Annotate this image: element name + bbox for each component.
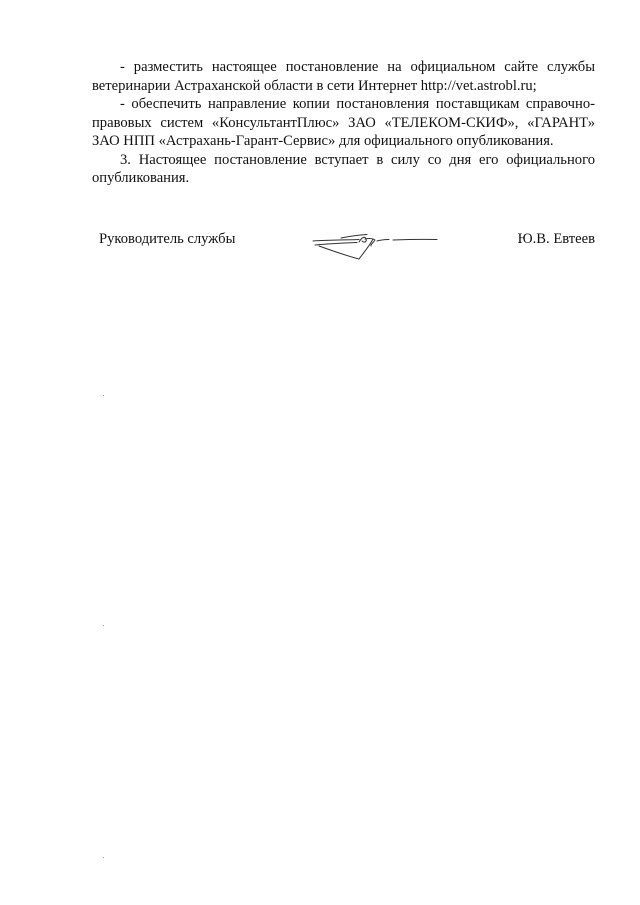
- paragraph-publish-website: - разместить настоящее постановление на официальном сайте службы ветеринарии Астраханской области в сети Интернет http://vet.astrobl.ru;: [92, 59, 595, 94]
- document-body: [92, 58, 595, 188]
- signature-block: [99, 229, 595, 269]
- scan-artifact: [103, 395, 104, 396]
- paragraph-send-copies: - обеспечить направление копии постановления поставщикам справочно-правовых систем «КонсультантПлюс» ЗАО «ТЕЛЕКОМ-СКИФ», «ГАРАНТ» ЗАО НПП «Астрахань-Гарант-Сервис» для официального опубликования.: [92, 96, 595, 149]
- paragraph-effective-date: 3. Настоящее постановление вступает в силу со дня его официального опубликования.: [92, 151, 595, 186]
- handwritten-signature: [307, 229, 441, 263]
- signatory-name: Ю.В. Евтеев: [517, 231, 595, 247]
- signatory-position: Руководитель службы: [99, 231, 236, 247]
- scan-artifact: [103, 857, 104, 858]
- scan-artifact: [103, 625, 104, 626]
